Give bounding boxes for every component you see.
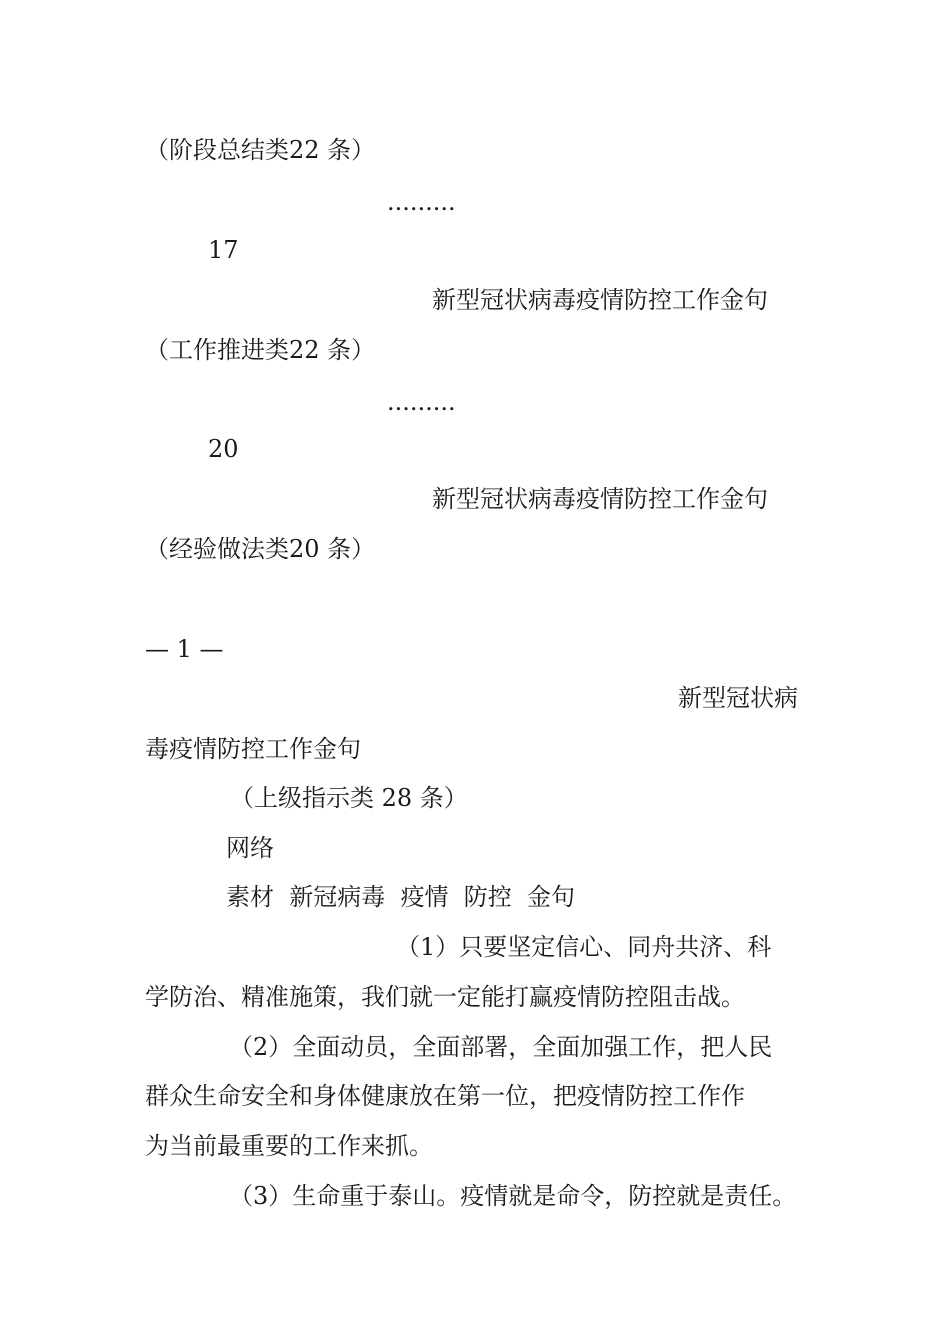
toc-leader-dots: ......... bbox=[387, 388, 456, 416]
toc-page-number: 17 bbox=[208, 236, 239, 264]
toc-leader-dots: ......... bbox=[387, 188, 456, 216]
section-title: 新型冠状病 bbox=[678, 684, 798, 712]
paragraph-line: （2）全面动员，全面部署，全面加强工作，把人民 bbox=[229, 1033, 773, 1061]
paragraph-line: （3）生命重于泰山。疫情就是命令，防控就是责任。 bbox=[229, 1182, 797, 1210]
page-number: — 1 — bbox=[145, 635, 224, 663]
toc-page-number: 20 bbox=[208, 435, 239, 463]
toc-heading: 新型冠状病毒疫情防控工作金句 bbox=[432, 286, 768, 314]
toc-entry-work-progress: （工作推进类22 条） bbox=[145, 336, 376, 364]
tags-line: 素材 新冠病毒 疫情 防控 金句 bbox=[226, 883, 576, 911]
source-label: 网络 bbox=[226, 834, 274, 862]
paragraph-line: 学防治、精准施策，我们就一定能打赢疫情防控阻击战。 bbox=[145, 983, 745, 1011]
toc-heading: 新型冠状病毒疫情防控工作金句 bbox=[432, 485, 768, 513]
toc-entry-experience: （经验做法类20 条） bbox=[145, 535, 376, 563]
paragraph-line: 群众生命安全和身体健康放在第一位，把疫情防控工作作 bbox=[145, 1082, 745, 1110]
section-subtitle: （上级指示类 28 条） bbox=[230, 784, 468, 812]
toc-entry-stage-summary: （阶段总结类22 条） bbox=[145, 136, 376, 164]
section-title: 毒疫情防控工作金句 bbox=[145, 735, 361, 763]
paragraph-line: 为当前最重要的工作来抓。 bbox=[145, 1132, 433, 1160]
paragraph-line: （1）只要坚定信心、同舟共济、科 bbox=[396, 933, 772, 961]
